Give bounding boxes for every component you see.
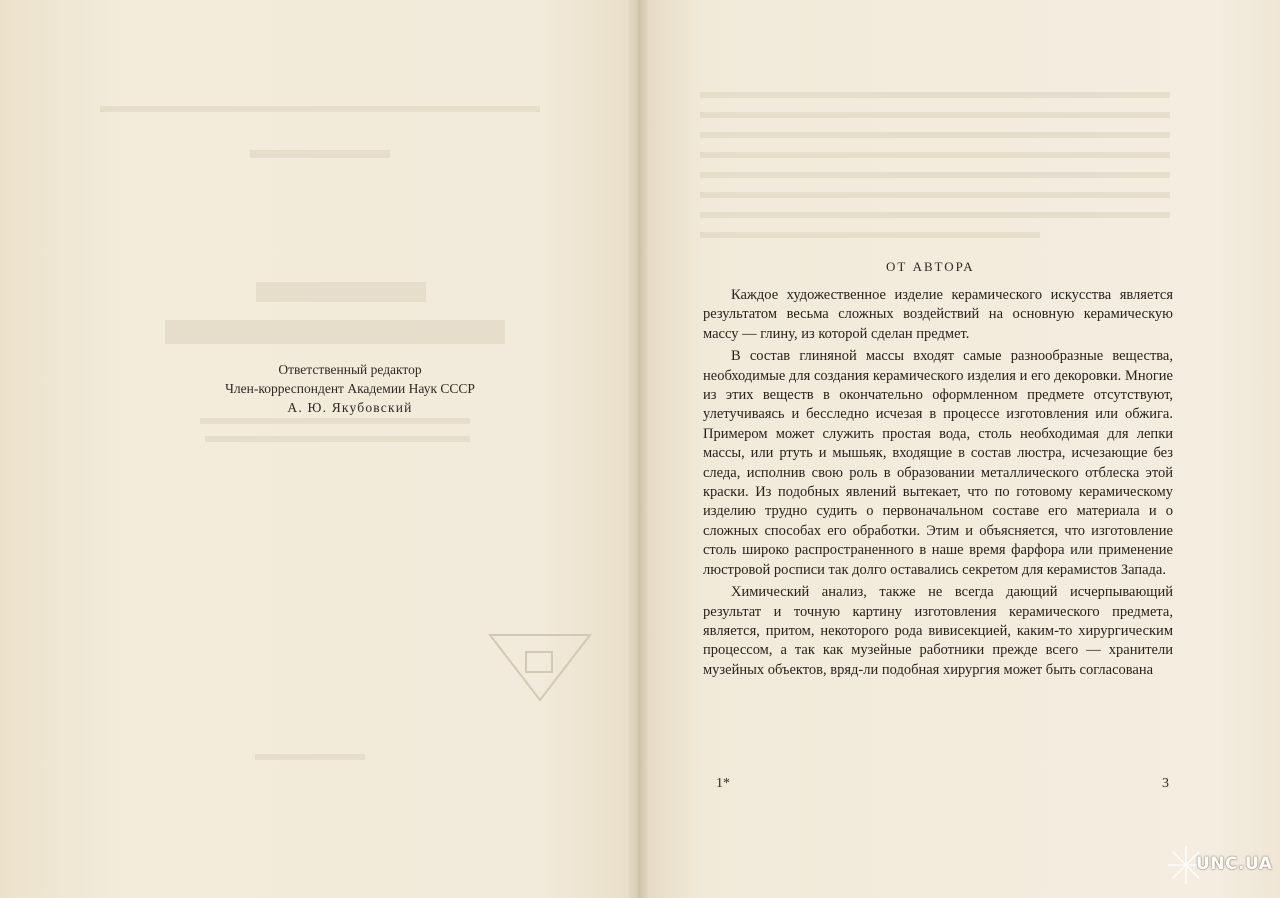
editor-name: А. Ю. Якубовский	[287, 400, 413, 415]
show-through-mark	[700, 212, 1170, 218]
show-through-mark	[700, 192, 1170, 198]
paragraph-1: Каждое художественное изделие керамического искусства является результатом весьма сложных воздействий на основную керамическую массу — глину, из которой сделан предмет.	[703, 287, 1173, 342]
show-through-mark	[100, 106, 540, 112]
show-through-mark	[700, 152, 1170, 158]
show-through-mark	[700, 172, 1170, 178]
signature-mark: 1*	[716, 776, 730, 791]
show-through-mark	[700, 112, 1170, 118]
editor-role: Ответственный редактор	[278, 362, 422, 377]
editor-block	[150, 360, 550, 417]
paragraph-2: В состав глиняной массы входят самые разнообразные вещества, необходимые для создания керамического изделия и его декоровки. Многие из этих веществ в окончательно оформленном предмете отсутствуют, улетучиваясь и бесследно исчезая в процессе изготовления или обжига. Примером может служить простая вода, столь необходимая для лепки массы, или ртуть и мышьяк, входящие в состав люстра, исчезающие без следа, исполнив свою роль в образовании металлического отблеска этой краски. Из подобных явлений вытекает, что по готовому керамическому изделию трудно судить о первоначальном составе его материала и о сложных способах его обработки. Этим и объясняется, что изготовление столь широко распространенного в наше время фарфора или применение люстровой росписи так долго оставались секретом для керамистов Запада.	[703, 348, 1173, 578]
page-number: 3	[1162, 776, 1169, 791]
body-text	[703, 286, 1173, 683]
paragraph-3: Химический анализ, также не всегда дающий исчерпывающий результат и точную картину изготовления керамического предмета, является, притом, некоторого рода вивисекцией, каким-то хирургическим процессом, а так как музейные работники прежде всего — хранители музейных объектов, вряд-ли подобная хирургия может быть согласована	[703, 584, 1173, 678]
show-through-mark	[165, 320, 505, 344]
show-through-mark	[700, 92, 1170, 98]
editor-title: Член-корреспондент Академии Наук СССР	[225, 381, 475, 396]
show-through-mark	[700, 132, 1170, 138]
show-through-mark	[250, 150, 390, 158]
left-page	[0, 0, 637, 898]
publisher-emblem-show-through	[480, 630, 600, 710]
section-heading: ОТ АВТОРА	[886, 259, 975, 274]
show-through-mark	[256, 282, 426, 302]
show-through-mark	[700, 232, 1040, 238]
show-through-mark	[200, 418, 470, 424]
book-gutter	[628, 0, 648, 898]
show-through-mark	[255, 754, 365, 760]
show-through-mark	[205, 436, 470, 442]
watermark-text: UNC.UA	[1196, 854, 1273, 874]
